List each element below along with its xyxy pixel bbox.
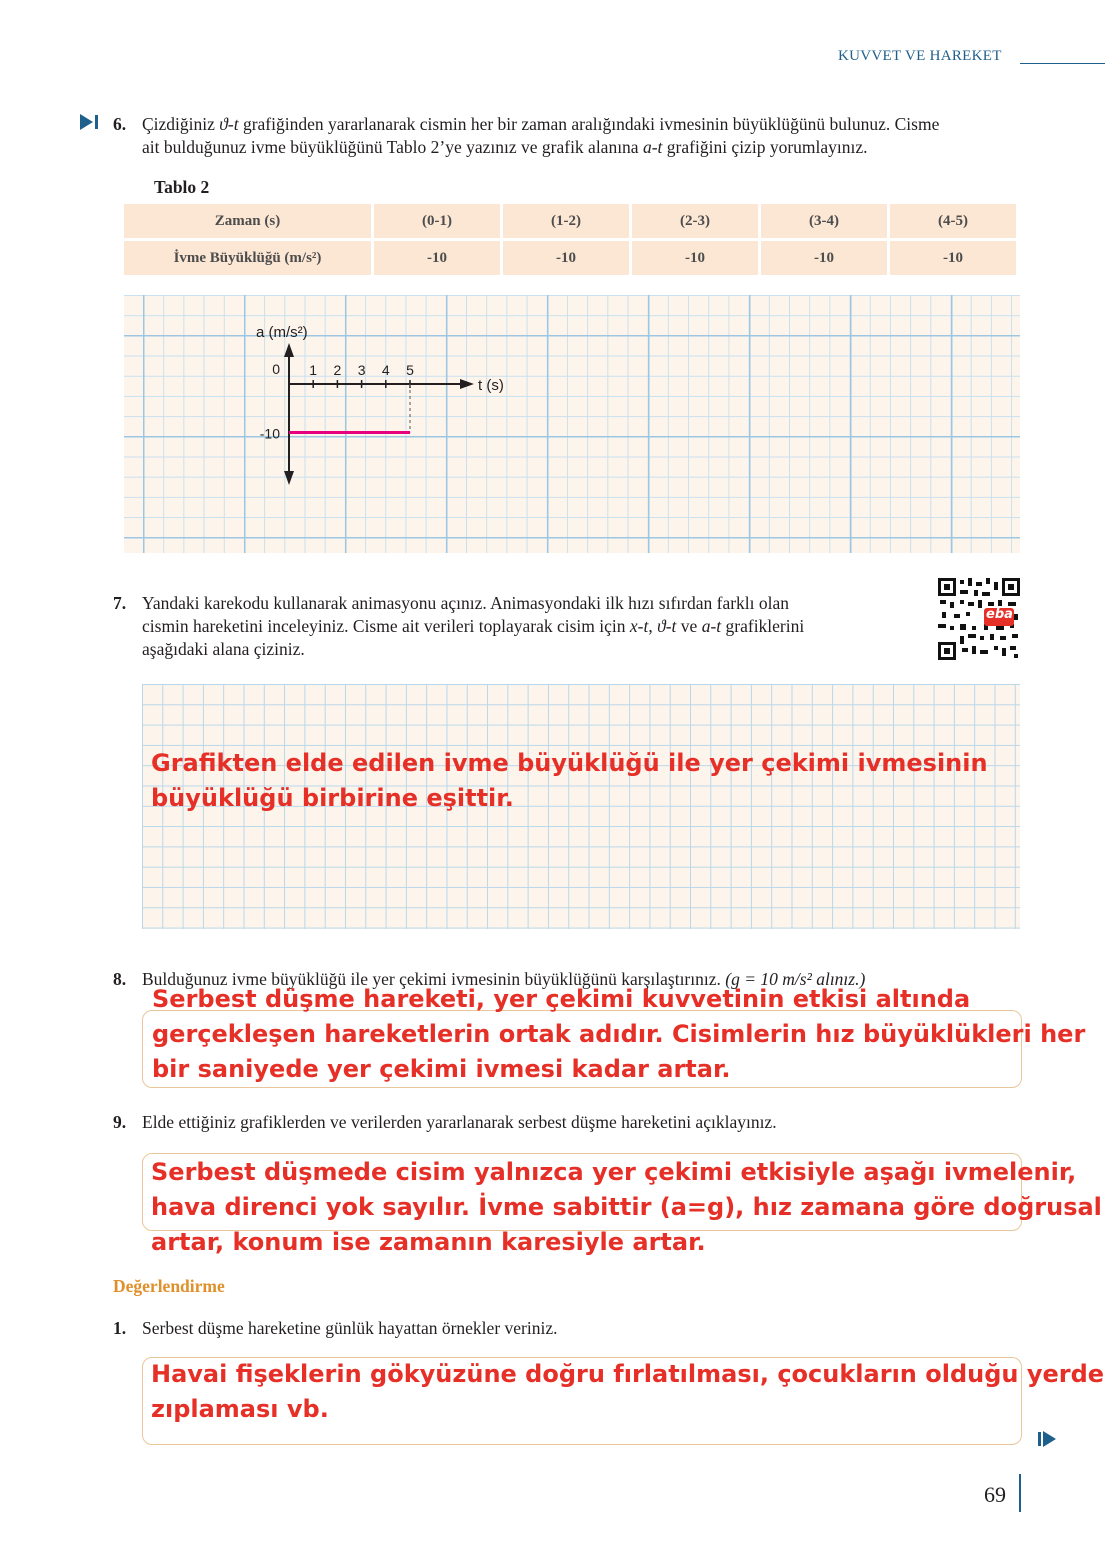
x-tick-label: 3 [357,362,366,378]
table-title: Tablo 2 [154,177,210,197]
y-tick-label: 0 [272,361,280,377]
question-8-text: Bulduğunuz ivme büyüklüğü ile yer çekimi ivmesinin büyüklüğünü karşılaştırınız. (g = 10 m/s² alınız.) [142,969,866,989]
evaluation-question-1-text: Serbest düşme hareketine günlük hayattan örnekler veriniz. [142,1318,558,1338]
table-cell: -10 [632,241,761,278]
question-6-text: Çizdiğiniz ϑ-t grafiğinden yararlanarak cismin her bir zaman aralığındaki ivmesinin büyüklüğünü bulunuz. Cisme ait bulduğunuz ivme büyüklüğünü Tablo 2’ye yazınız ve grafik alanına a-t grafiğini çizip yorumlayınız. [142,114,940,157]
y-axis-label: a (m/s²) [256,324,308,341]
table-cell: -10 [503,241,632,278]
x-axis-arrow [460,379,474,389]
question-7-text: Yandaki karekodu kullanarak animasyonu açınız. Animasyondaki ilk hızı sıfırdan farklı olan cismin hareketini inceleyiniz. Cisme ait verileri toplayarak cisim için x-t, ϑ-t ve a-t grafiklerini aşağıdaki alana çiziniz. [142,593,805,659]
play-icon[interactable] [80,114,100,130]
section-title: KUVVET VE HAREKET [838,48,1002,64]
eba-badge: eba [986,607,1013,622]
header-rule [1020,63,1105,64]
a-t-chart [124,295,1020,553]
question-6-number: 6. [113,114,127,134]
table-cell: -10 [374,241,503,278]
question-9-number: 9. [113,1112,127,1132]
table-row-label: Zaman (s) [124,204,374,241]
table-cell: (4-5) [890,204,1019,241]
y-axis-arrow-down [284,471,294,485]
question-7-number: 7. [113,593,127,613]
x-tick-label: 4 [381,362,390,378]
evaluation-title: Değerlendirme [113,1276,225,1296]
table-cell: (0-1) [374,204,503,241]
x-tick-label: 1 [309,362,318,378]
table-cell: -10 [890,241,1019,278]
next-page-icon[interactable] [1038,1431,1056,1447]
answer-e1: Havai fişeklerin gökyüzüne doğru fırlatılması, çocukların olduğu yerde zıplaması vb. [151,1360,1105,1423]
x-tick-label: 5 [406,362,414,378]
table-row-label: İvme Büyüklüğü (m/s²) [124,241,374,278]
answer-7: Grafikten elde edilen ivme büyüklüğü ile yer çekimi ivmesinin büyüklüğü birbirine eşittir. [151,749,988,812]
table-cell: -10 [761,241,890,278]
y-tick-label: -10 [259,425,280,442]
qr-code[interactable] [938,578,1020,660]
page-number: 69 [984,1482,1006,1507]
question-9-text: Elde ettiğiniz grafiklerden ve verilerden yararlanarak serbest düşme hareketini açıklayınız. [142,1112,777,1132]
table-cell: (3-4) [761,204,890,241]
page-number-rule [1019,1474,1021,1512]
answer-9: Serbest düşmede cisim yalnızca yer çekimi etkisiyle aşağı ivmelenir, hava direnci yok sayılır. İvme sabittir (a=g), hız zamana göre doğrusal artar, konum ise zamanın karesiyle artar. [151,1158,1102,1256]
y-axis-arrow-up [284,343,294,357]
answer-8: Serbest düşme hareketi, yer çekimi kuvvetinin etkisi altında gerçekleşen hareketlerin ortak adıdır. Cisimlerin hız büyüklükleri her bir saniyede yer çekimi ivmesi kadar artar. [152,985,1086,1083]
table-cell: (2-3) [632,204,761,241]
table-cell: (1-2) [503,204,632,241]
x-axis-label: t (s) [478,377,504,394]
evaluation-question-1-number: 1. [113,1318,127,1338]
question-8-number: 8. [113,969,127,989]
table-2 [124,204,1019,278]
x-tick-label: 2 [333,362,342,378]
